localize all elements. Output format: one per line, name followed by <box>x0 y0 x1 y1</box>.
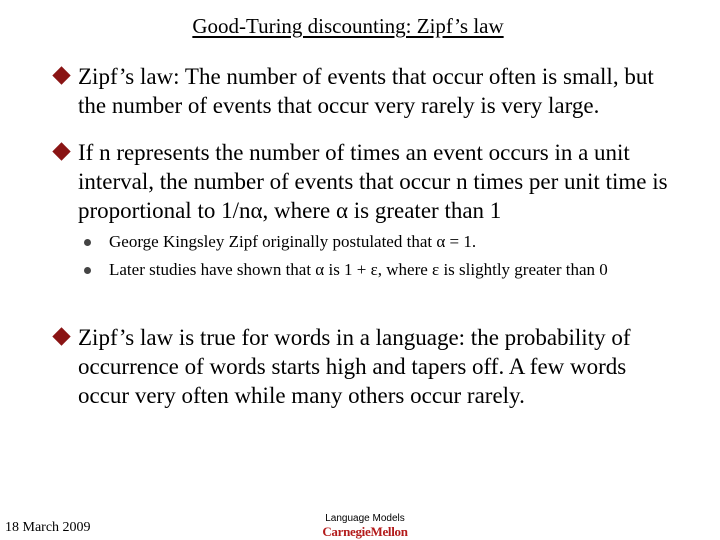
bullet-3-text: Zipf’s law is true for words in a language: the probability of occurrence of words starts high and tapers off. A few words occur very often while many others occur rarely. <box>78 325 631 408</box>
dot-bullet-icon <box>84 267 91 274</box>
bullet-3 <box>57 323 677 410</box>
subbullet-1 <box>84 229 674 255</box>
footer-label: Language Models <box>325 513 405 524</box>
diamond-bullet-icon <box>52 66 70 84</box>
subbullet-2-text: Later studies have shown that α is 1 + ε, where ε is slightly greater than 0 <box>109 260 608 279</box>
subbullet-2 <box>84 257 674 283</box>
footer-branding <box>318 513 412 539</box>
bullet-2 <box>57 138 677 225</box>
bullet-1 <box>57 62 677 120</box>
slide-title: Good-Turing discounting: Zipf’s law <box>192 14 504 38</box>
bullet-1-text: Zipf’s law: The number of events that occur often is small, but the number of events that occur very rarely is very large. <box>78 64 654 118</box>
carnegie-mellon-logo: CarnegieMellon <box>322 524 408 539</box>
diamond-bullet-icon <box>52 142 70 160</box>
dot-bullet-icon <box>84 239 91 246</box>
bullet-2-text: If n represents the number of times an event occurs in a unit interval, the number of events that occur n times per unit time is proportional to 1/nα, where α is greater than 1 <box>78 140 668 223</box>
footer-date: 18 March 2009 <box>5 520 91 535</box>
subbullet-1-text: George Kingsley Zipf originally postulated that α = 1. <box>109 232 477 251</box>
diamond-bullet-icon <box>52 327 70 345</box>
